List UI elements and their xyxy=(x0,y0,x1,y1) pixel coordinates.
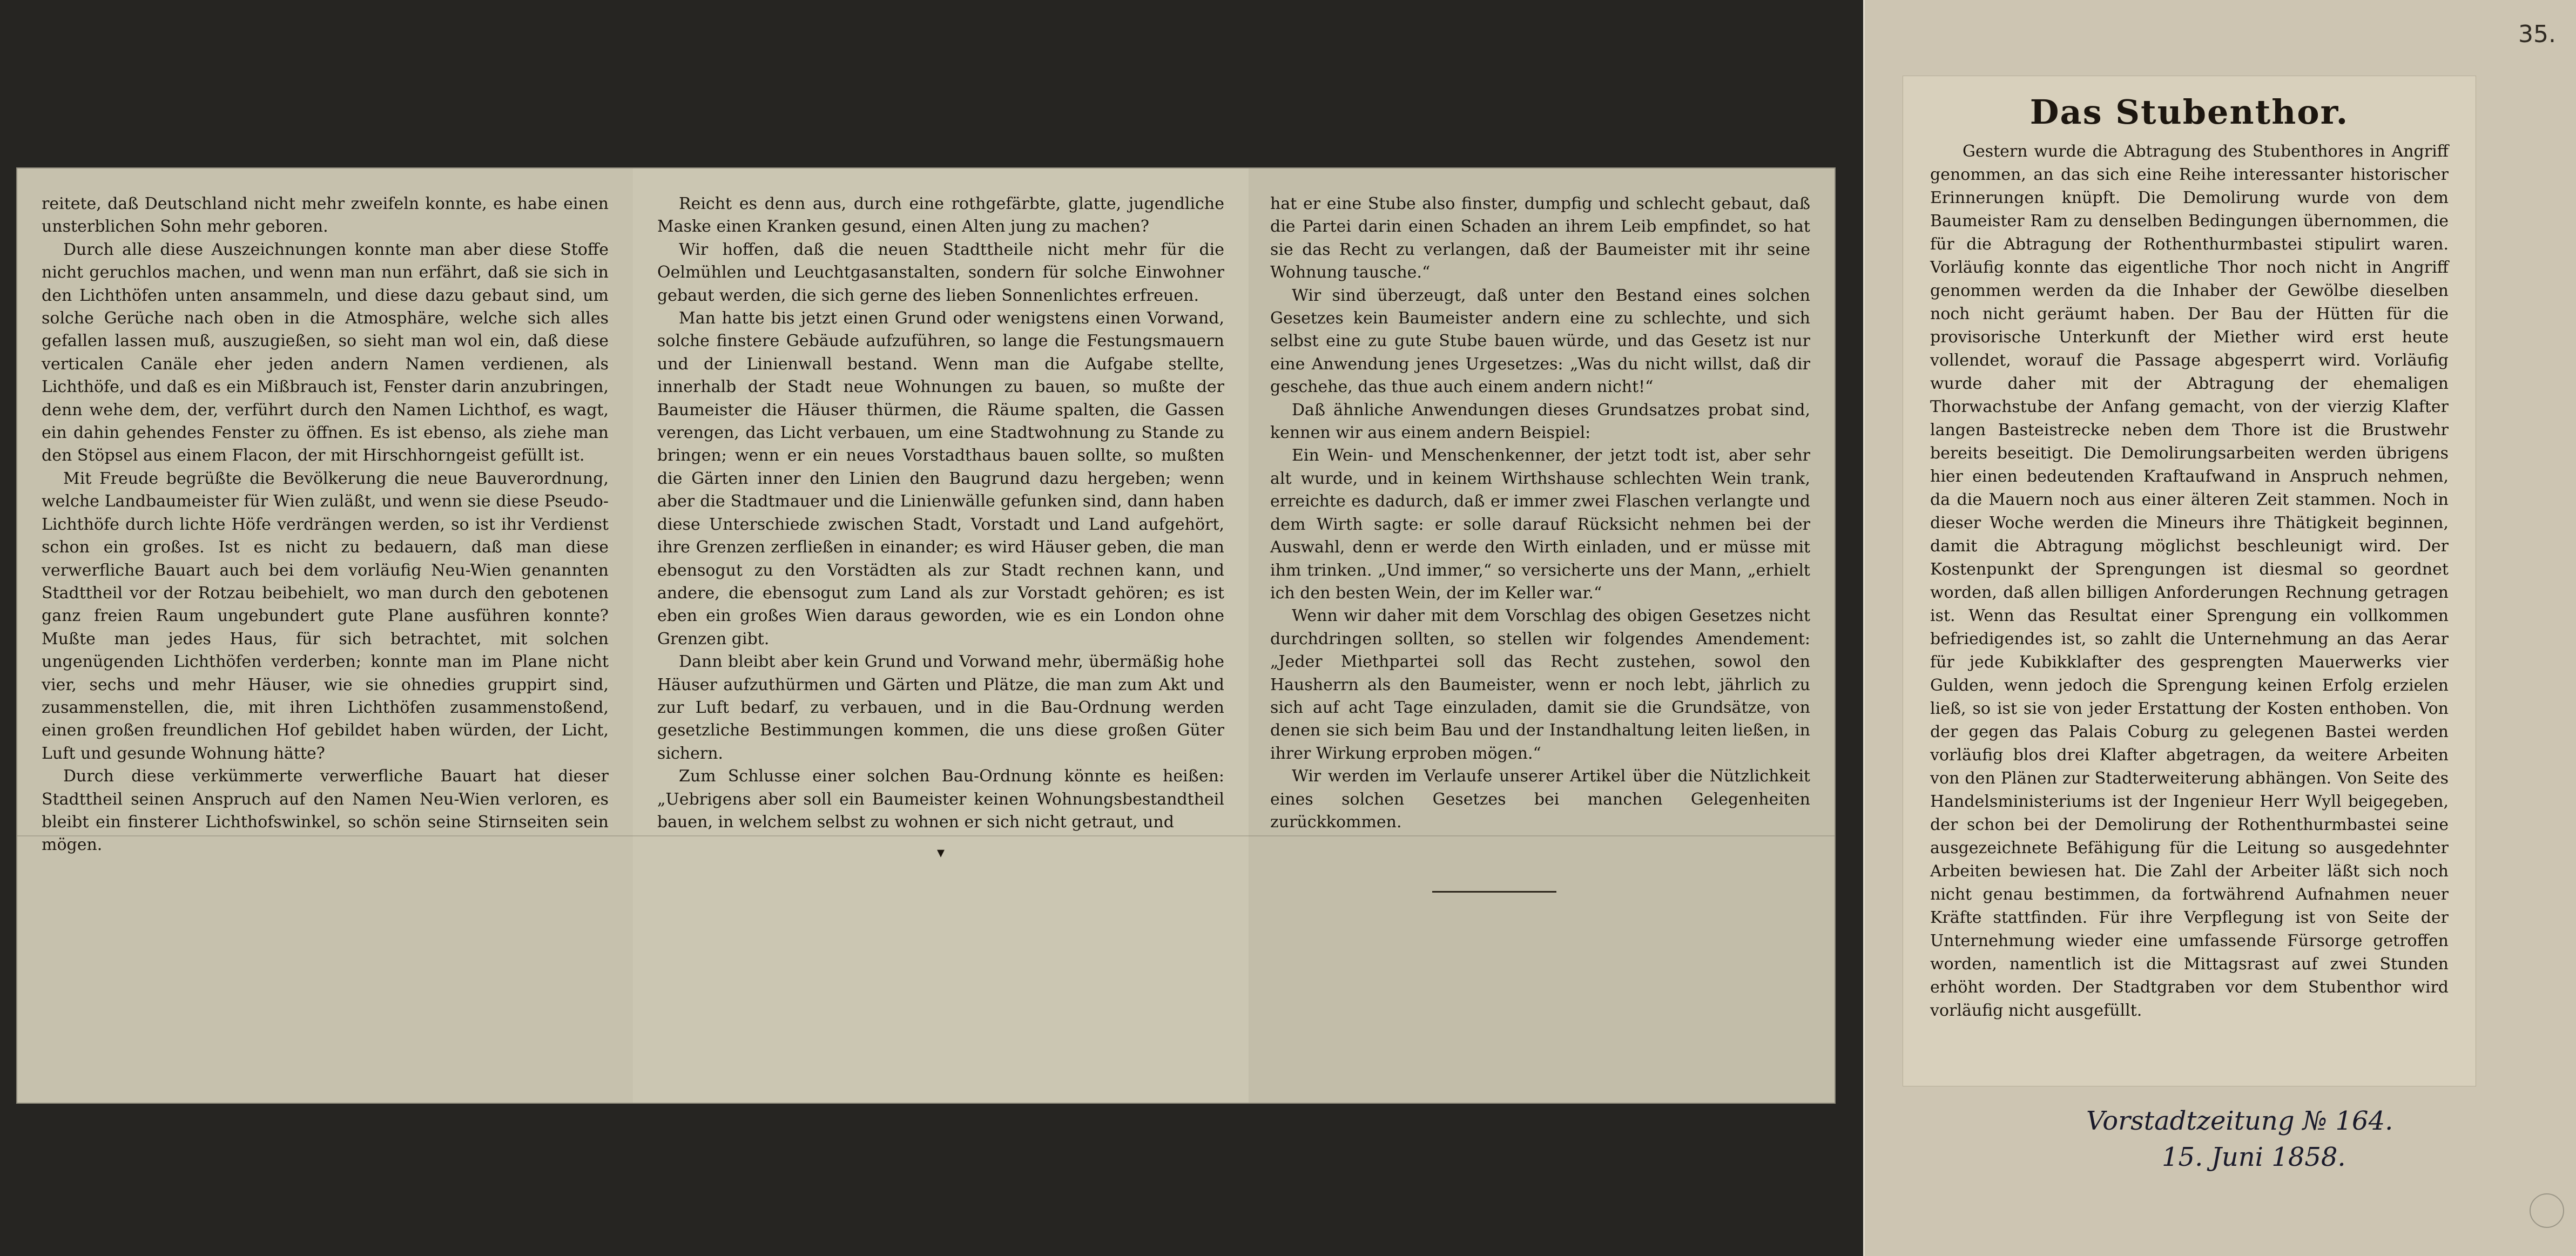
stubenthor-clipping xyxy=(1903,76,2476,1086)
pencil-mark xyxy=(2530,1193,2564,1228)
column-2-paragraph-3: Man hatte bis jetzt einen Grund oder wenigstens einen Vorwand, solche finstere Gebäude aufzuführen, so lange die Festungsmauern und der Linienwall bestand. Wenn man die Aufgabe stellte, innerhalb der Stadt neue Wohnungen zu bauen, so mußte der Baumeister die Häuser thürmen, die Räume spalten, die Gassen verengen, das Licht verbauen, um eine Stadtwohnung zu Stande zu bringen; wenn er ein neues Vorstadthaus bauen sollte, so mußten die Gärten inner den Linien den Baugrund dazu hergeben; wenn aber die Stadtmauer und die Linienwälle gefunken sind, dann haben diese Unterschiede zwischen Stadt, Vorstadt und Land aufgehört, ihre Grenzen zerfließen in einander; es wird Häuser geben, die man ebensogut zu den Vorstädten als zur Stadt rechnen kann, und andere, die ebensogut zum Land als zur Vorstadt gehören; es ist eben ein großes Wien daraus geworden, wie es ein London ohne Grenzen gibt. xyxy=(657,309,1224,649)
column-2-paragraph-1: Reicht es denn aus, durch eine rothgefärbte, glatte, jugendliche Maske einen Kranken gesund, einen Alten jung zu machen? xyxy=(657,194,1224,237)
column-3-paragraph-2: Wir sind überzeugt, daß unter den Bestand eines solchen Gesetzes kein Baumeister andern eine zu schlechte, und sich selbst eine zu gute Stube bauen würde, und das Gesetz ist nur eine Anwendung jenes Urgesetzes: „Was du nicht willst, daß dir geschehe, das thue auch einem andern nicht!“ xyxy=(1270,286,1810,397)
article-title: Das Stubenthor. xyxy=(2029,92,2349,132)
article-body xyxy=(1930,140,2449,1022)
column-2-paragraph-4: Dann bleibt aber kein Grund und Vorwand mehr, übermäßig hohe Häuser aufzuthürmen und Gärten und Plätze, die man zum Akt und zur Luft bedarf, zu verbauen, und in die Bau-Ordnung werden gesetzliche Bestimmungen kommen, die uns diese großen Güter sichern. xyxy=(657,652,1224,763)
article-column-1 xyxy=(42,193,609,857)
archive-page xyxy=(1863,0,2576,1256)
newspaper-clipping xyxy=(16,167,1836,1104)
small-mark: ▾ xyxy=(936,843,945,862)
column-1-paragraph-3: Mit Freude begrüßte die Bevölkerung die neue Bauverordnung, welche Landbaumeister für Wien zuläßt, und wenn sie diese Pseudo-Lichthöfe durch lichte Höfe verdrängen werden, so ist ihr Verdienst schon ein großes. Ist es nicht zu bedauern, daß man diese verwerfliche Bauart auch bei dem vorläufig Neu-Wien genannten Stadttheil vor der Rotzau beibehielt, wo man durch den gebotenen ganz freien Raum ungebundert gute Plane ausführen konnte? Mußte man jedes Haus, für sich betrachtet, mit solchen ungenügenden Lichthöfen verderben; konnte man im Plane nicht vier, sechs und mehr Häuser, wie sie ohnedies gruppirt sind, zusammenstellen, die, mit ihren Lichthöfen zusammenstoßend, einen großen freundlichen Hof gebildet haben würden, der Licht, Luft und gesunde Wohnung hätte? xyxy=(42,469,609,763)
column-1-paragraph-1: reitete, daß Deutschland nicht mehr zweifeln konnte, es habe einen unsterblichen Sohn mehr geboren. xyxy=(42,194,609,237)
article-column-2 xyxy=(657,193,1224,865)
article-column-3 xyxy=(1270,193,1810,834)
column-3-paragraph-4: Ein Wein- und Menschenkenner, der jetzt todt ist, aber sehr alt wurde, und in keinem Wirthshause schlechten Wein trank, erreichte es dadurch, daß er immer zwei Flaschen verlangte und dem Wirth sagte: er solle darauf Rücksicht nehmen bei der Auswahl, denn er werde den Wirth einladen, und er müsse mit ihm trinken. „Und immer,“ so versicherte uns der Mann, „erhielt ich den besten Wein, der im Keller war.“ xyxy=(1270,446,1810,603)
column-2-paragraph-5: Zum Schlusse einer solchen Bau-Ordnung könnte es heißen: „Uebrigens aber soll ein Baumeister keinen Wohnungsbestandtheil bauen, in welchem selbst zu wohnen er sich nicht getraut, und xyxy=(657,767,1224,832)
column-3-paragraph-6: Wir werden im Verlaufe unserer Artikel über die Nützlichkeit eines solchen Gesetzes bei manchen Gelegenheiten zurückkommen. xyxy=(1270,767,1810,832)
article-paragraph: Gestern wurde die Abtragung des Stubenthores in Angriff genommen, an das sich eine Reihe interessanter historischer Erinnerungen knüpft. Die Demolirung wurde von dem Baumeister Ram zu denselben Bedingungen übernommen, die für die Abtragung der Rothenthurmbastei stipulirt waren. Vorläufig konnte das eigentliche Thor noch nicht in Angriff genommen werden da die Inhaber der Gewölbe dieselben noch nicht geräumt haben. Der Bau der Hütten für die provisorische Unterkunft der Miether wird erst heute vollendet, worauf die Passage abgesperrt wird. Vorläufig wurde daher mit der Abtragung der ehemaligen Thorwachstube der Anfang gemacht, von der vierzig Klafter langen Basteistrecke neben dem Thore ist die Brustwehr bereits beseitigt. Die Demolirungsarbeiten werden übrigens hier einen bedeutenden Kraftaufwand in Anspruch nehmen, da die Mauern noch aus einer älteren Zeit stammen. Noch in dieser Woche werden die Mineurs ihre Thätigkeit beginnen, damit die Abtragung möglichst beschleunigt wird. Der Kostenpunkt der Sprengungen ist diesmal so geordnet worden, daß allen billigen Anforderungen Rechnung getragen ist. Wenn das Resultat einer Sprengung ein vollkommen befriedigendes ist, so zahlt die Unternehmung an das Aerar für jede Kubikklafter des gesprengten Mauerwerks vier Gulden, wenn jedoch die Sprengung keinen Erfolg erzielen ließ, so ist sie von jeder Erstattung der Kosten enthoben. Von der gegen das Palais Coburg zu gelegenen Bastei werden vorläufig blos drei Klafter abgetragen, da weitere Arbeiten von den Plänen zur Stadterweiterung abhängen. Von Seite des Handelsministeriums ist der Ingenieur Herr Wyll beigegeben, der schon bei der Demolirung der Rothenthurmbastei seine ausgezeichnete Befähigung für die Leitung so ausgedehnter Arbeiten bewiesen hat. Die Zahl der Arbeiter läßt sich noch nicht genau bestimmen, da fortwährend Aufnahmen neuer Kräfte stattfinden. Für ihre Verpflegung ist von Seite der Unternehmung wieder eine umfassende Fürsorge getroffen worden, namentlich ist die Mittagsrast auf zwei Stunden erhöht worden. Der Stadtgraben vor dem Stubenthor wird vorläufig nicht ausgefüllt. xyxy=(1930,142,2449,1020)
column-3-paragraph-1: hat er eine Stube also finster, dumpfig und schlecht gebaut, daß die Partei darin einen Schaden an ihrem Leib empfindet, so hat sie das Recht zu verlangen, daß der Baumeister mit ihr seine Wohnung tausche.“ xyxy=(1270,194,1810,282)
column-1-paragraph-2: Durch alle diese Auszeichnungen konnte man aber diese Stoffe nicht geruchlos machen, und wenn man nun erfährt, daß sie sich in den Lichthöfen unten ansammeln, und diese dazu gebaut sind, um solche Gerüche nach oben in die Atmosphäre, welche sich alles gefallen lassen muß, auszugießen, so sieht man wol ein, daß diese verticalen Canäle eher jeden andern Namen verdienen, als Lichthöfe, und daß es ein Mißbrauch ist, Fenster darin anzubringen, denn wehe dem, der, verführt durch den Namen Lichthof, es wagt, ein dahin gehendes Fenster zu öffnen. Es ist ebenso, als ziehe man den Stöpsel aus einem Flacon, der mit Hirschhorngeist gefüllt ist. xyxy=(42,240,609,465)
column-3-paragraph-3: Daß ähnliche Anwendungen dieses Grundsatzes probat sind, kennen wir aus einem andern Beispiel: xyxy=(1270,400,1810,443)
handwritten-date-note: 15. Juni 1858. xyxy=(2162,1142,2346,1172)
handwritten-source-note: Vorstadtzeitung № 164. xyxy=(2086,1106,2393,1136)
column-1-paragraph-4: Durch diese verkümmerte verwerfliche Bauart hat dieser Stadttheil seinen Anspruch auf den Namen Neu-Wien verloren, es bleibt ein finsterer Lichthofswinkel, so schön seine Stirnseiten sein mögen. xyxy=(42,767,609,855)
page-number: 35. xyxy=(2518,21,2556,48)
column-2-paragraph-2: Wir hoffen, daß die neuen Stadttheile nicht mehr für die Oelmühlen und Leuchtgasanstalten, sondern für solche Einwohner gebaut werden, die sich gerne des lieben Sonnenlichtes erfreuen. xyxy=(657,240,1224,305)
column-3-paragraph-5: Wenn wir daher mit dem Vorschlag des obigen Gesetzes nicht durchdringen sollten, so stellen wir folgendes Amendement: „Jeder Miethpartei soll das Recht zustehen, sowol den Hausherrn als den Baumeister, wenn er noch lebt, jährlich zu sich auf acht Tage einzuladen, damit sie die Grundsätze, von denen sie sich beim Bau und der Instandhaltung leiten ließen, in ihrer Wirkung erproben mögen.“ xyxy=(1270,606,1810,763)
closing-rule xyxy=(1432,891,1556,893)
